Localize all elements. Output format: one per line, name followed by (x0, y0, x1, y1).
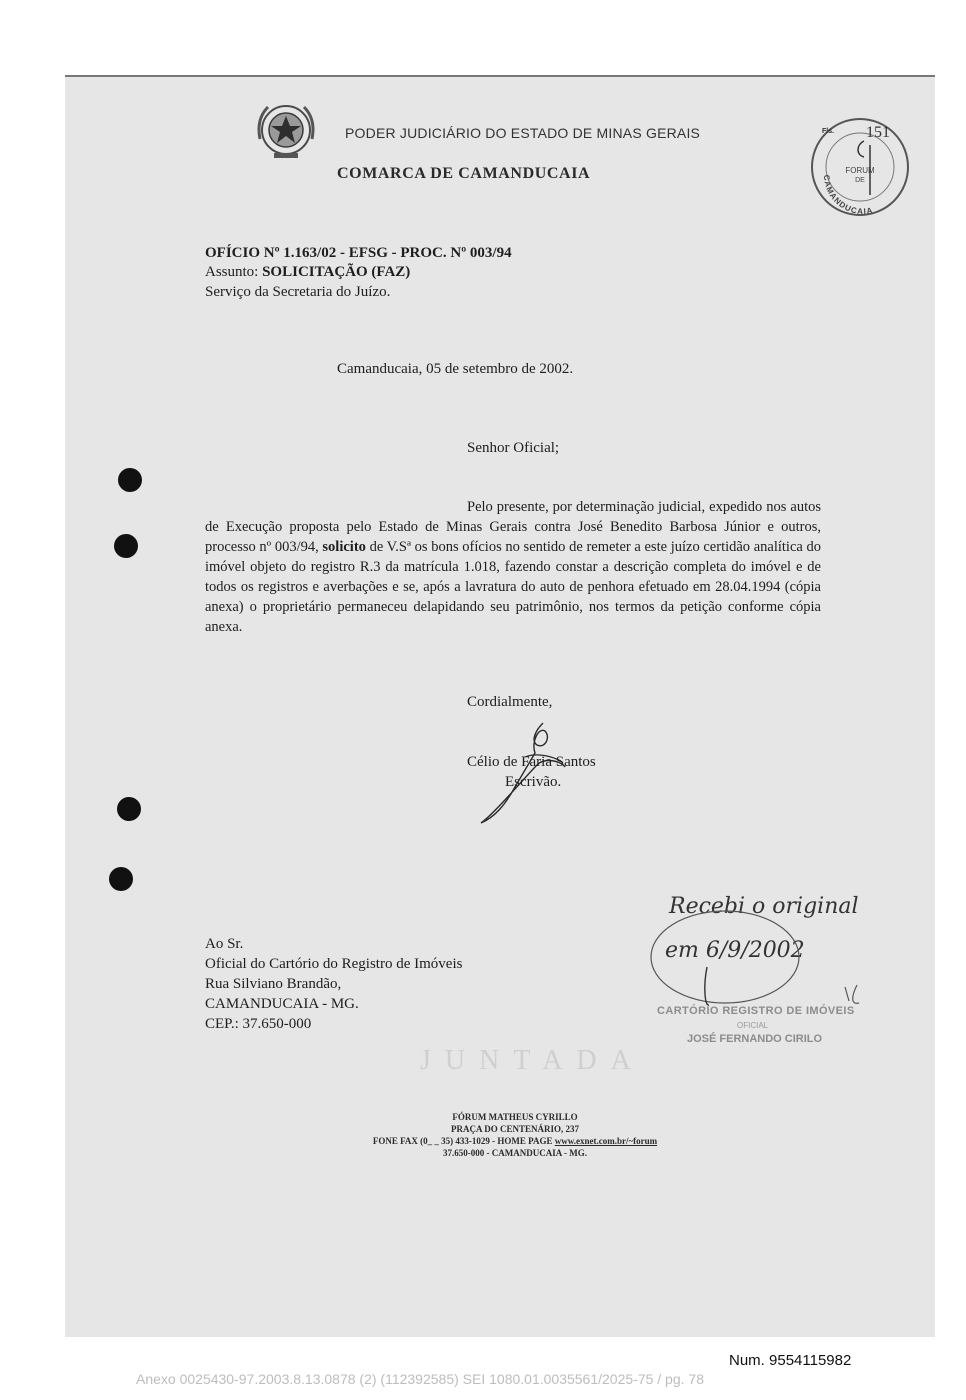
juntada-bleed-through: JUNTADA (420, 1045, 645, 1076)
signer-role: Escrivão. (505, 774, 562, 790)
court-name: PODER JUDICIÁRIO DO ESTADO DE MINAS GERAIS (345, 125, 701, 141)
registry-stamp-line3: JOSÉ FERNANDO CIRILO (687, 1033, 823, 1045)
body-part1: Pelo presente, por determinação judicial, expedido nos autos de Execução proposta pelo Estado de Minas Gerais contra José Benedito Barbosa Júnior e outros, processo nº 003/94, (205, 499, 821, 555)
subject-label: Assunto: (205, 264, 259, 280)
footer-line4: 37.650-000 - CAMANDUCAIA - MG. (443, 1148, 587, 1158)
punch-hole (117, 797, 141, 821)
seal-center-line2: DE (855, 177, 865, 184)
recipient-line: Rua Silviano Brandão, (205, 976, 342, 992)
footer-phone: FONE FAX (0_ _ 35) 433-1029 - HOME PAGE (372, 1136, 553, 1146)
service-line: Serviço da Secretaria do Juízo. (205, 284, 391, 300)
subject-value: SOLICITAÇÃO (FAZ) (262, 264, 411, 280)
receipt-note-line1: Recebi o original (669, 894, 859, 919)
scanned-document (65, 75, 935, 1337)
body-bold-word: solicito (322, 539, 366, 555)
footer-line1: FÓRUM MATHEUS CYRILLO (452, 1112, 578, 1122)
punch-hole (114, 534, 138, 558)
forum-footer (265, 1111, 765, 1159)
closing: Cordialmente, (467, 694, 553, 710)
comarca-title: COMARCA DE CAMANDUCAIA (337, 165, 591, 182)
recipient-address (205, 934, 462, 1034)
footer-homepage-link[interactable]: www.exnet.com.br/~forum (554, 1136, 658, 1146)
seal-abbrev: Fls. (822, 128, 835, 135)
document-number: Num. 9554115982 (729, 1352, 852, 1369)
letter-body (205, 497, 821, 637)
body-part2: de V.Sª os bons ofícios no sentido de remeter a este juízo certidão analítica do imóvel objeto do registro R.3 da matrícula 1.018, fazendo constar a descrição completa do imóvel e de todos os registros e averbações e se, após a lavratura do auto de penhora efetuado em 28.04.1994 (cópia anexa) o proprietário permaneceu delapidando seu patrimônio, nos termos da petição conforme cópia anexa. (205, 539, 822, 635)
oficio-number: OFÍCIO Nº 1.163/02 - EFSG - PROC. Nº 003/94 (205, 245, 512, 261)
seal-page-number: 151 (866, 124, 890, 141)
seal-center-line1: FORUM (845, 166, 875, 175)
receipt-handwritten-note (645, 877, 885, 1057)
recipient-line: Ao Sr. (205, 936, 244, 952)
recipient-line: CAMANDUCAIA - MG. (205, 996, 359, 1012)
registry-stamp-line2: OFICIAL (737, 1021, 769, 1030)
svg-text:CAMANDUCAIA (822, 174, 874, 216)
seal-ring-text: CAMANDUCAIA (821, 174, 875, 217)
coat-of-arms-icon (254, 99, 318, 161)
punch-hole (109, 867, 133, 891)
punch-hole (118, 468, 142, 492)
annex-reference: Anexo 0025430-97.2003.8.13.0878 (2) (112392585) SEI 1080.01.0035561/2025-75 / pg. 78 (136, 1371, 704, 1387)
recipient-line: Oficial do Cartório do Registro de Imóveis (205, 956, 463, 972)
subject-line (205, 264, 410, 281)
handwritten-signature (465, 717, 595, 827)
footer-line2: PRAÇA DO CENTENÁRIO, 237 (450, 1124, 579, 1134)
receipt-note-line2: em 6/9/2002 (665, 938, 805, 963)
recipient-line: CEP.: 37.650-000 (205, 1016, 312, 1032)
registry-stamp-line1: CARTÓRIO REGISTRO DE IMÓVEIS (657, 1005, 855, 1017)
salutation: Senhor Oficial; (467, 440, 560, 456)
letter-date: Camanducaia, 05 de setembro de 2002. (337, 361, 574, 377)
forum-page-stamp (810, 115, 914, 219)
signer-name: Célio de Faria Santos (467, 754, 596, 770)
